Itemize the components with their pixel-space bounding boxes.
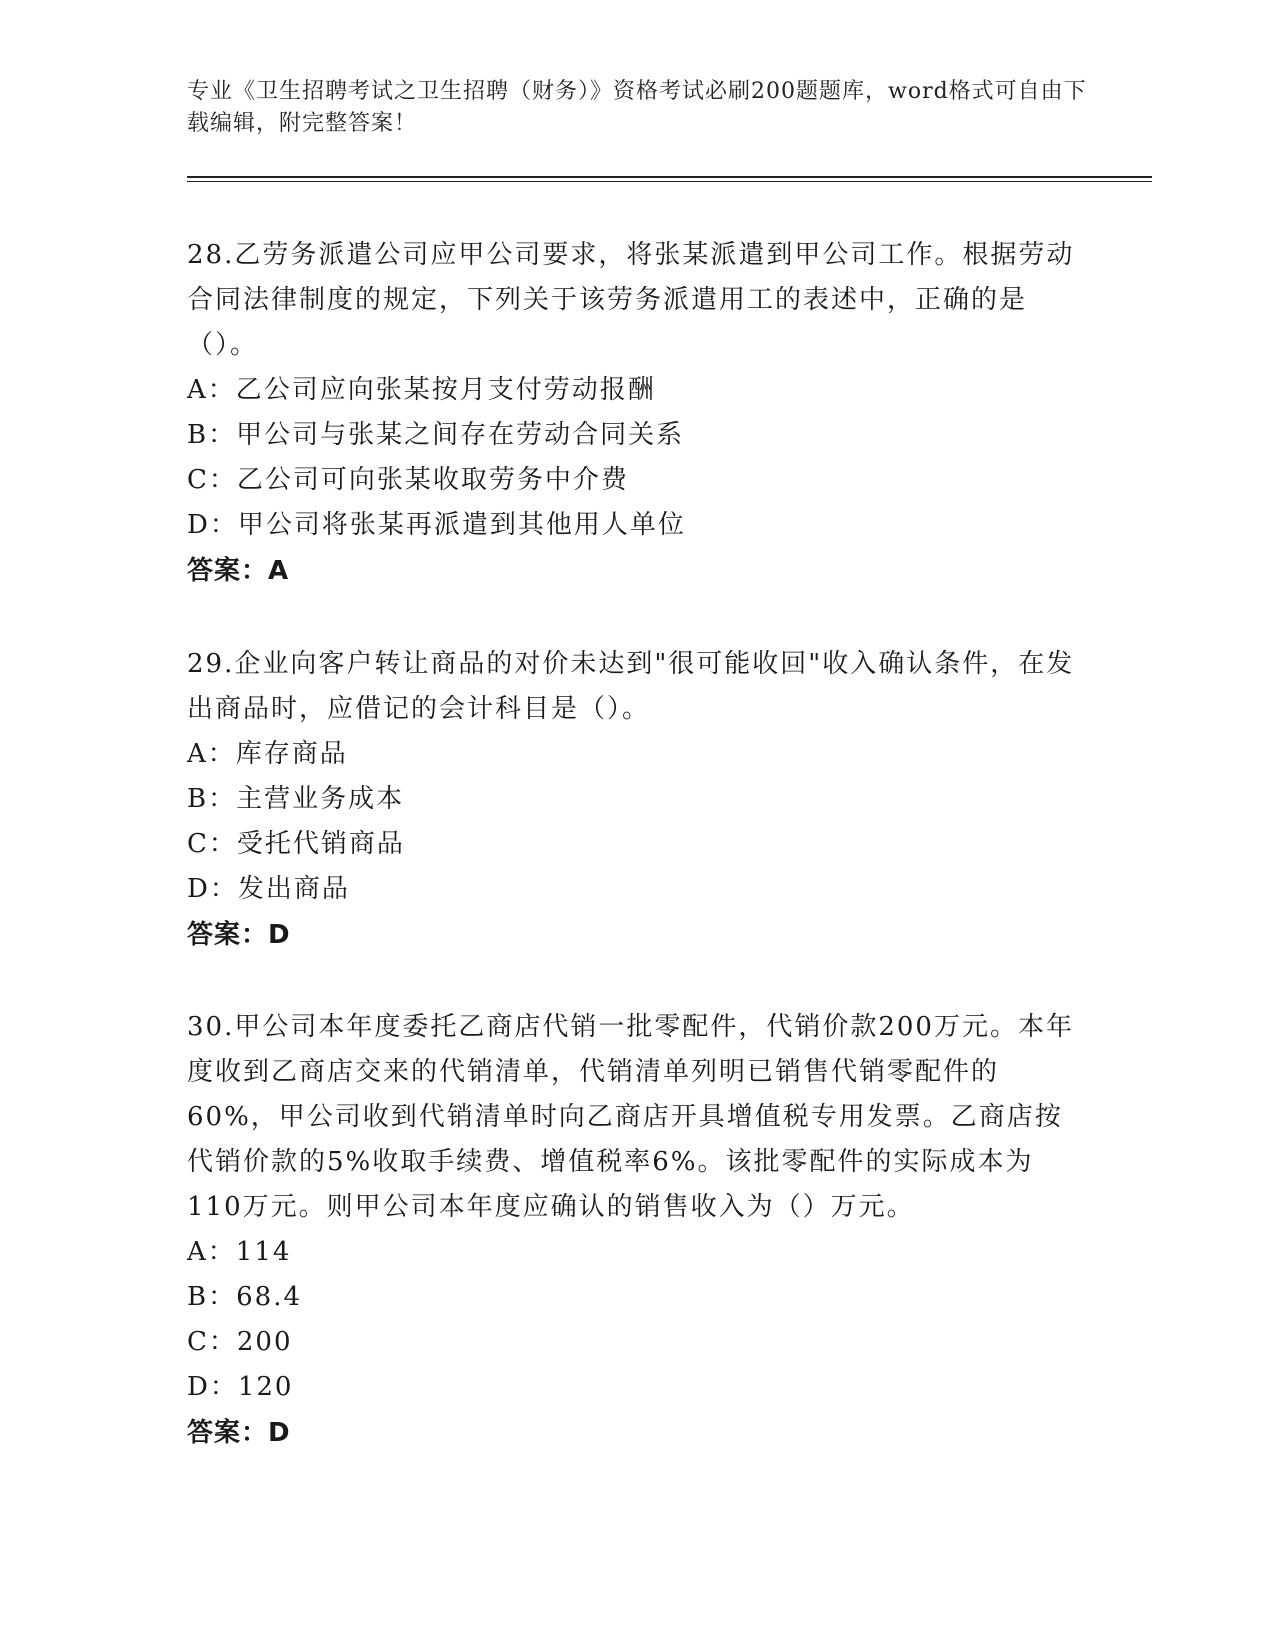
header-divider — [187, 176, 1152, 182]
option-d: D：120 — [187, 1372, 294, 1402]
option-b: B：甲公司与张某之间存在劳动合同关系 — [187, 420, 685, 450]
answer-line: 答案：D — [187, 1418, 291, 1448]
answer-line: 答案：A — [187, 556, 290, 586]
option-c: C：受托代销商品 — [187, 829, 405, 859]
option-d: D：发出商品 — [187, 874, 350, 904]
question-stem: 28.乙劳务派遣公司应甲公司要求，将张某派遣到甲公司工作。根据劳动合同法律制度的规定，下列关于该劳务派遣用工的表述中，正确的是（）。 — [187, 240, 1075, 360]
option-a: A：乙公司应向张某按月支付劳动报酬 — [187, 375, 656, 405]
option-c: C：200 — [187, 1327, 293, 1357]
option-b: B：主营业务成本 — [187, 784, 405, 814]
question-28 — [187, 233, 1077, 594]
option-a: A：库存商品 — [187, 739, 348, 769]
option-c: C：乙公司可向张某收取劳务中介费 — [187, 465, 629, 495]
question-stem: 30.甲公司本年度委托乙商店代销一批零配件，代销价款200万元。本年度收到乙商店交来的代销清单，代销清单列明已销售代销零配件的60%，甲公司收到代销清单时向乙商店开具增值税专用发票。乙商店按代销价款的5%收取手续费、增值税率6%。该批零配件的实际成本为110万元。则甲公司本年度应确认的销售收入为（）万元。 — [187, 1012, 1074, 1222]
question-29 — [187, 642, 1077, 958]
option-a: A：114 — [187, 1237, 292, 1267]
question-30 — [187, 1005, 1077, 1456]
answer-line: 答案：D — [187, 920, 291, 950]
question-stem: 29.企业向客户转让商品的对价未达到"很可能收回"收入确认条件，在发出商品时，应借记的会计科目是（）。 — [187, 649, 1075, 724]
document-header: 专业《卫生招聘考试之卫生招聘（财务）》资格考试必刷200题题库，word格式可自由下载编辑，附完整答案！ — [187, 79, 1087, 136]
option-b: B：68.4 — [187, 1282, 302, 1312]
option-d: D：甲公司将张某再派遣到其他用人单位 — [187, 510, 686, 540]
